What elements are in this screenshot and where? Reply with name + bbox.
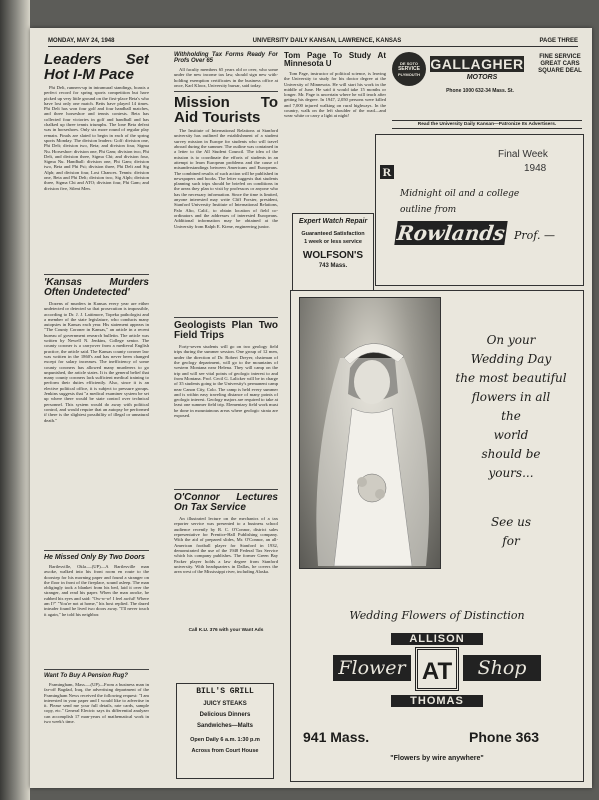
binding-spine [0,0,30,800]
leaders-article: Phi Delt, runners-up in intramural standings, boasts a perfect record for spring sports competition but have picked up very little ground on the first-place Beta's who have lost only one match. Betts have played 14 times. Phi Delt has won four golf and four handball matches, and three horseshoe and tennis contests. Beta has collected four victories in golf and handball and has chalked up three tennis triumphs. The lone Beta defeat was in horseshoes. Only six more round of regular play remain. Finals are slated to begin in each of the spring sports Monday. The division leaders: Golf: division one, Phi Delt; division two, Beta; and division four, Sigma Nu. Horseshoe: division one, Phi Gam; division two, Phi Delt, and division three, Sigma Chi; and division four, Sigma Nu. Handball: division one, Phi Gam; division two, Beta and Phi Psi; division three, Phi Delt and Sig Alph; and division four, Lost Chances. Tennis: division one, Beta and Phi Delt; division two, Sig Alph; division three, Sigma Chi and ATO; division four, Phi Gam; and division five, Silent Men. [44,85,149,191]
annotation-final-week: Final Week [498,149,548,160]
geologists-headline: Geologists Plan Two Field Trips [174,320,278,342]
thomas-bottom: THOMAS [391,695,483,707]
leaders-headline: Leaders Set Hot I-M Pace [44,51,149,83]
gallagher-tagline: Read the University Daily Kansan—Patronize Its Advertisers. [392,120,582,129]
logo-shop: Shop [463,655,541,681]
flower-text1: On your [486,333,536,347]
header-paper: UNIVERSITY DAILY KANSAN, LAWRENCE, KANSAS [252,38,402,44]
missed-headline: He Missed Only By Two Doors [44,554,145,561]
wolfsons-ad [292,213,374,293]
flower-text9: See us [490,515,532,529]
column-1 [44,50,149,780]
wolfson-line1: Expert Watch Repair [298,218,368,225]
gallagher-right3: SQUARE DEAL [538,68,582,74]
annotation-year: 1948 [524,163,547,174]
bills-location: Across from Court House [191,748,259,754]
oconnor-headline: O'Connor Lectures On Tax Service [174,492,278,514]
page-header [48,38,578,47]
bills-name: BILL'S GRILL [196,687,254,696]
flower-text4: flowers in all [471,390,551,404]
flower-wire: "Flowers by wire anywhere" [390,755,484,762]
rowlands-line1: Midnight oil and a college [400,189,520,199]
flower-text3: the most beautiful [455,371,567,385]
wolfson-line3: 1 week or less service [304,239,362,245]
mission-article: The Institute of International Relations at Stanford university has outlined the establishment of a student survey mission in Europe for students who will travel abroad during the summer. The outline was contained in a letter to the All Student Council. The idea of the mission is to coordinate the efforts of students in an attempt to learn European problems and the cause of misunderstandings between Americans and Europeans. The combined results of such action will be published in newspapers and books. The letter suggests that students planning such trips should be briefed on conditions in the areas they plan to visit by professors or anyone who has the necessary information. Since the time is limited, anyone interested may write Cliff Forster, president, Stanford University Institute of International Relations, Palo Alto, Calif., to obtain location of field co-ordinators and the addresses of interested Europeans. Additional information may be obtained at the University from Ralph E. Kiene, engineering junior. [174,128,278,229]
header-date: MONDAY, MAY 24, 1948 [48,38,115,44]
gallagher-right2: GREAT CARS [540,61,580,67]
rowlands-line2: outline from [400,205,457,215]
rowlands-logo: Rowlands [395,221,507,245]
gallagher-phone: Phone 1000 632-34 Mass. St. [446,88,514,94]
bills-hours: Open Daily 6 a.m. 1:30 p.m [190,737,260,743]
column-2 [174,50,278,690]
wolfson-address: 743 Mass. [318,263,348,269]
murders-article: Dozens of murders in Kansas every year are either undetected or detected so that prosecution is impossible, according to Dr. J. J. Lattimore, Topeka pathologist and a member of the state legislature, who conducts many autopsies in Kansas each year. His statement appears in "The County Coroner in Kansas," an article in a recent bureau of government research bulletin. The article was written by Newell N. Jenkins, College senior. The county coroner is a carryover from a medieval English practice, the article said. The Kansas county coroner law was written in the 1860's and has never been changed except for salary increases. The inefficiency of some county coroners has allowed many murderers to go unpunished, the article states. It is the general belief that many county coroners lack sufficient medical training to perform their duties efficiently. Also, since it is an elective political office, it is subject to pressure groups. Jenkins suggests that "a medical examiner system be set up where there would be state control over technical personnel. This system would do away with political control, and would require that an autopsy be performed if there is the slightest possibility of illegal or unnatural death." [44,301,149,423]
murders-headline: 'Kansas Murders Often Undetected' [44,277,149,298]
desoto-badge: DE SOTO SERVICE PLYMOUTH [392,52,426,86]
gallagher-right [538,54,582,75]
wolfson-name: WOLFSON'S [302,250,364,261]
gallagher-right1: FINE SERVICE [539,54,581,60]
flower-ad [290,290,584,782]
oconnor-article: An illustrated lecture on the mechanics of a tax reporter service was presented to a business school audience recently by R. C. O'Connor, district sales representative for Prentice-Hall Publishing company. With the aid of prepared slides, Mr. O'Connor, an all-American football player for Stanford in 1932, demonstrated the use of the 1948 Federal Tax Service which his company publishes. The former Green Bay Packer player holds a law degree from Stanford university. With headquarters in Dallas, he covers the area west of the Mississippi river, including Alaska. [174,516,278,575]
header-page: PAGE THREE [539,38,578,44]
geologists-article: Forty-seven students will go on two geology field trips during the summer session. One group of 12 men, under the direction of Dr. Robert Dreyer, chairman of the geology department, will go to the mountains of western Montana near Helena. They will camp on the trip and will see vital points of geologic interest to and from Montana. Prof. Cecil G. Lalicker will be in charge of 35 students going to the University's permanent camp near Canon City, Colo. The camp is held every summer and is within easy traveling distance of many points of geologic interest. Geology majors are required to take at least one summer field trip. Elementary field work must be done in mountainous areas where geologic strata are exposed. [174,344,278,419]
tom-page-article: Tom Page, instructor of political science, is leaving the University to study for his doctor degree at the University of Minnesota. He will start his work in the middle of June. He said it would take 15 months or longer. Mr. Page is uncertain where he will teach after getting his degree. In 1947, 2,050 persons were killed and 7,000 injured walking on rural highways. In the country, walk on the left shoulder of the road—and wear white or carry a light at night! [284,71,386,119]
flower-address: 941 Mass. [303,729,370,745]
bills-line2: Delicious Dinners [199,712,251,718]
annotation-prof: Prof. — [514,229,555,242]
allison-top: ALLISON [391,633,483,645]
bills-line1: JUICY STEAKS [203,701,247,707]
bride-illustration [300,298,440,568]
gallagher-subname: MOTORS [466,74,498,81]
flower-text6: world [493,428,529,442]
logo-at: AT [415,647,459,691]
pension-article: Framingham, Mass.—(UP)—From a business man in far-off Bagdad, Iraq, the advertising department of the Framingham News received the following request: "I am interested in your paper and I would like to advertise in it. Please send me your full details, rate cards, sample copy, etc." General Electric says its differential analyzer can accomplish 17 man-years of mathematical work in two week's time. [44,682,149,725]
wolfson-line2: Guaranteed Satisfaction [301,231,365,237]
bride-photo [299,297,441,569]
flower-copy [441,331,581,551]
rowlands-ad [375,134,584,286]
logo-flower: Flower [333,655,411,681]
withholding-headline: Withholding Tax Forms Ready For Profs Over 65 [174,52,278,64]
missed-article: Bartlesville, Okla.—(UP)—A Bartlesville man awoke, walked into his front room en route to the doorstep for his morning paper and found a stranger on the floor in front of the fireplace, sound asleep. The man obligingly took a blanket from his bed, laid it over the stranger, and read his paper. When the man awoke, he rubbed his eyes and said: "Ow-w-w! I feel awful! Where am I?" "You're not at home," his host replied. The dazed intruder found he lived two doors away. "I'll never touch it again," he told his neighbor. [44,564,149,617]
mission-headline: Mission To Aid Tourists [174,94,278,127]
tom-page-headline: Tom Page To Study At Minnesota U [284,51,386,68]
bills-grill-ad [176,683,274,779]
rx-icon: R [380,165,394,179]
column-3 [284,50,386,210]
withholding-article: All faculty members 65 years old or over, who some under the new income tax law, should sign new with-holding exemption certificates in the business office at once, Karl Klooz, University bursar, said today. [174,67,278,88]
flower-distinction: Wedding Flowers of Distinction [349,609,525,622]
want-ads-line: Call K.U. 376 with your Want Ads [188,628,264,634]
flower-text10: for [502,534,520,548]
gallagher-name: GALLAGHER [430,56,524,72]
bills-line3: Sandwiches—Malts [196,723,253,729]
gallagher-ad [392,50,582,132]
pension-headline: Want To Buy A Pension Rug? [44,673,128,679]
flower-phone: Phone 363 [469,729,540,745]
flower-text7: should be [481,447,541,461]
flower-text2: Wedding Day [470,352,552,366]
flower-text5: the [501,409,521,423]
allison-logo [333,633,541,715]
newspaper-page [30,28,592,788]
flower-text8: yours... [488,466,534,480]
